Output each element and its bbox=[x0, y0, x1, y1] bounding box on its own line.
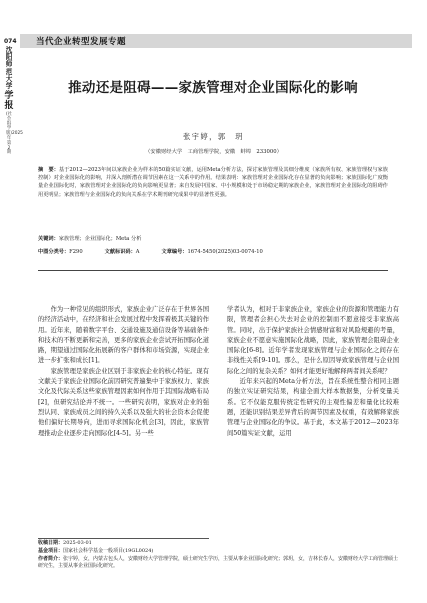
section-divider bbox=[38, 270, 388, 271]
doc-code-cell bbox=[105, 249, 140, 256]
received-date bbox=[38, 540, 399, 548]
journal-name-suffix: 学报 bbox=[4, 91, 14, 112]
issue-info-vertical: (社会科学版)2025年第2期 bbox=[6, 112, 23, 156]
abstract-text: 基于2012—2023年间以家族企业为样本的50篇实证文献，运用Meta分析方法，探讨家族管理及其细分维度（家族所有权、家族管理权与家族控制）对企业国际化的影响，并深入剖析潜在调节因素在这一关系中的作用。结果表明：家族管理对企业国际化存在显著的负向影响；家族国际化广度衡量企业国际化时，家族管理对企业国际化的负向影响更显著；来自发展中国家、中小规模和处于市场稳定期的家族企业，家族管理对企业国际化的阻碍作用更明显；家族管理与企业国际化的负向关系在学术期刊研究成果中的显著性更强。 bbox=[38, 167, 388, 198]
body-paragraph: 学者认为，相对于非家族企业，家族企业的资源和管理能力有限，管理者会担心失去对企业的控制而不愿意接受非家族高管。同时，出于保护家族社会情感财富和对风险规避的考量，家族企业不愿意实施国际化战略，因此，家族管理会阻碍企业国际化[6-8]。近年学者发现家族管理与企业国际化之间存在非线性关系[9-10]。那么，是什么原因导致家族管理与企业国际化之间的复杂关系？如何才能更好地解释两者间关系呢？ bbox=[227, 306, 399, 375]
fund-label: 基金项目： bbox=[38, 547, 64, 554]
journal-name-vertical bbox=[4, 47, 14, 111]
keywords-text: 家族管理；企业国际化；Meta 分析 bbox=[58, 236, 142, 242]
bio-value: 张宇婷，女，内蒙古包头人，安徽财经大学管理学院，硕士研究生学历，主要从事企业国际化研究；郭玥，女，吉林长春人，安徽财经大学工商管理硕士研究生，主要从事企业国际化研究。 bbox=[38, 555, 399, 570]
author-names: 张宇婷，郭 玥 bbox=[183, 132, 244, 141]
page-number: 074 bbox=[4, 38, 17, 45]
fund-value: 国家社会科学基金一般项目(19GL0024) bbox=[63, 547, 154, 554]
bio-label: 作者简介： bbox=[38, 555, 64, 562]
clc-value: F290 bbox=[69, 249, 83, 255]
body-paragraph: 作为一种常见的组织形式，家族企业广泛存在于世界各国的经济活动中，在经济和社会发展过程中发挥着极其关键的作用。近年来，随着数字平台、交通设施及通信设备等基础条件和技术的不断更新和完善，更多的家族企业尝试开拓国际化道路，期望通过国际化拓展新的客户群体和市场资源，实现企业进一步扩张和成长[1]。 bbox=[38, 306, 209, 365]
doc-code-label: 文献标识码： bbox=[104, 249, 136, 255]
classification-line bbox=[38, 249, 398, 256]
fund-info bbox=[38, 548, 399, 556]
journal-name-text: 沈阳师范大学 bbox=[5, 46, 13, 91]
author-affiliation: （安徽财经大学 工商管理学院，安徽 蚌埠 233000） bbox=[145, 149, 282, 155]
abstract-label: 摘 要： bbox=[38, 167, 59, 173]
footnote-rule bbox=[38, 538, 209, 539]
section-title: 当代企业转型发展专题 bbox=[36, 37, 127, 47]
keywords bbox=[38, 236, 388, 243]
keywords-label: 关键词： bbox=[38, 236, 59, 242]
doc-code-value: A bbox=[135, 249, 140, 255]
section-header-band bbox=[20, 34, 412, 48]
article-no-label: 文章编号： bbox=[161, 249, 188, 255]
footnotes bbox=[38, 540, 399, 571]
clc-label: 中图分类号： bbox=[38, 249, 70, 255]
article-no-cell bbox=[162, 249, 263, 256]
article-title: 推动还是阻碍——家族管理对企业国际化的影响 bbox=[68, 80, 358, 96]
article-no-value: 1674-5450(2025)03-0074-10 bbox=[187, 249, 263, 255]
clc-cell bbox=[38, 249, 83, 256]
body-right-column bbox=[227, 305, 399, 439]
author-bio bbox=[38, 556, 399, 572]
abstract bbox=[38, 166, 388, 199]
body-paragraph: 近年来兴起的Meta分析方法，旨在系统性整合相同主题的独立实证研究结果，构建全面大样本数据集，分析变量关系。它不仅能克服传统定性研究的主观性偏差和量化比较难题，还能识别结果差异背后的调节因素及权重，有效解释家族管理与企业国际化的争议。基于此，本文基于2012—2023年间50篇实证文献，运用 bbox=[227, 378, 399, 437]
received-value: 2025-03-01 bbox=[63, 540, 92, 546]
body-left-column bbox=[38, 305, 209, 439]
received-label: 收稿日期： bbox=[38, 540, 64, 546]
body-paragraph: 家族管理是家族企业区别于非家族企业的核心特征。现有文献关于家族企业国际化前因研究普遍集中于家族权力、家族文化及代际关系这些家族管理因素如何作用于其国际战略布局[2]，但研究结论并不统一。一些研究表明，家族对企业的强烈认同、家族成员之间的持久关系以及强大的社会资本会促使他们偏好长期导向，进而寻求国际化机会[3]，因此，家族管理推动企业逐步走向国际化[4-5]。另一些 bbox=[38, 367, 209, 437]
